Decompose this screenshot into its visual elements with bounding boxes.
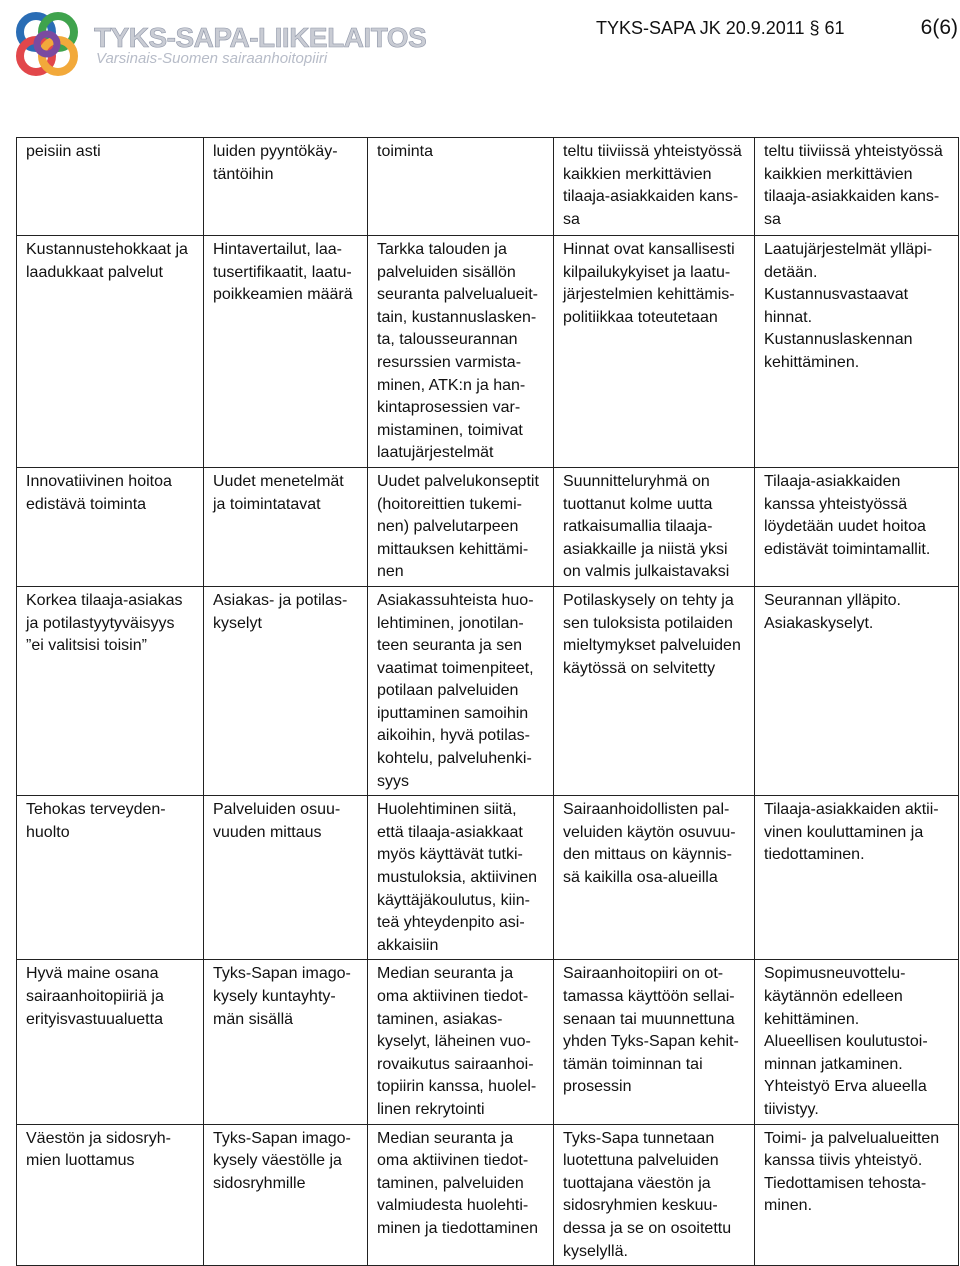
table-cell: Tilaaja-asiakkaiden kanssa yhteistyössä löydetään uudet hoitoa edistävät toimintamallit. xyxy=(755,467,959,586)
table-cell: Asiakassuhteista huo- lehtiminen, jonotilan- teen seuranta ja sen vaatimat toimenpiteet, potilaan palveluiden iputtaminen samoihin aikoihin, hyvä potilas- kohtelu, palveluhenki- syys xyxy=(368,586,554,795)
table-cell: Suunnitteluryhmä on tuottanut kolme uutta ratkaisumallia tilaaja- asiakkaille ja niistä yksi on valmis julkaistavaksi xyxy=(554,467,755,586)
table-cell: Tyks-Sapan imago- kysely väestölle ja sidosryhmille xyxy=(204,1124,368,1266)
table-cell: Seurannan ylläpito. Asiakaskyselyt. xyxy=(755,586,959,795)
table-cell: Tehokas terveyden- huolto xyxy=(17,796,204,960)
table-cell: Tilaaja-asiakkaiden aktii- vinen kouluttaminen ja tiedottaminen. xyxy=(755,796,959,960)
table-cell: Median seuranta ja oma aktiivinen tiedot- taminen, palveluiden valmiudesta huolehti- minen ja tiedottaminen xyxy=(368,1124,554,1266)
table-row xyxy=(17,138,959,236)
table-cell: luiden pyyntökäy- täntöihin xyxy=(204,138,368,236)
table-row xyxy=(17,236,959,468)
table-cell: Huolehtiminen siitä, että tilaaja-asiakkaat myös käyttävät tutki- mustuloksia, aktiivinen käyttäjäkoulutus, kiin- teä yhteydenpito asi- akkaisiin xyxy=(368,796,554,960)
table-cell: Korkea tilaaja-asiakas ja potilastyytyväisyys ”ei valitsisi toisin” xyxy=(17,586,204,795)
table-cell: Tyks-Sapan imago- kysely kuntayhty- män sisällä xyxy=(204,960,368,1124)
table-cell: Väestön ja sidosryh- mien luottamus xyxy=(17,1124,204,1266)
table-row xyxy=(17,960,959,1124)
goals-table xyxy=(16,137,959,1266)
table-cell: Sopimusneuvottelu- käytännön edelleen kehittäminen. Alueellisen koulutustoi- minnan jatkaminen. Yhteistyö Erva alueella tiivistyy. xyxy=(755,960,959,1124)
organization-logo-icon xyxy=(6,4,86,84)
table-cell: Hinnat ovat kansallisesti kilpailukykyiset ja laatu- järjestelmien kehittämis- politiikkaa toteutetaan xyxy=(554,236,755,468)
page-number: 6(6) xyxy=(920,16,958,39)
table-cell: Median seuranta ja oma aktiivinen tiedot- taminen, asiakas- kyselyt, läheinen vuo- rovaikutus sairaanhoi- topiirin kanssa, huolel- linen rekrytointi xyxy=(368,960,554,1124)
table-cell: Laatujärjestelmät ylläpi- detään. Kustannusvastaavat hinnat. Kustannuslaskennan kehittäminen. xyxy=(755,236,959,468)
table-cell: Innovatiivinen hoitoa edistävä toiminta xyxy=(17,467,204,586)
table-cell: Kustannustehokkaat ja laadukkaat palvelut xyxy=(17,236,204,468)
table-cell: Uudet menetelmät ja toimintatavat xyxy=(204,467,368,586)
table-cell: Hintavertailut, laa- tusertifikaatit, laatu- poikkeamien määrä xyxy=(204,236,368,468)
table-cell: Palveluiden osuu- vuuden mittaus xyxy=(204,796,368,960)
table-row xyxy=(17,796,959,960)
table-cell: Asiakas- ja potilas- kyselyt xyxy=(204,586,368,795)
table-cell: Tyks-Sapa tunnetaan luotettuna palveluiden tuottajana väestön ja sidosryhmien keskuu- dessa ja se on osoitettu kyselyllä. xyxy=(554,1124,755,1266)
table-cell: toiminta xyxy=(368,138,554,236)
document-reference: TYKS-SAPA JK 20.9.2011 § 61 xyxy=(596,18,845,38)
table-row xyxy=(17,586,959,795)
organization-name: TYKS-SAPA-LIIKELAITOS xyxy=(94,22,427,53)
table-row xyxy=(17,467,959,586)
table-cell: Uudet palvelukonseptit (hoitoreittien tukemi- nen) palvelutarpeen mittauksen kehittämi- nen xyxy=(368,467,554,586)
table-cell: Potilaskysely on tehty ja sen tuloksista potilaiden mieltymykset palveluiden käytössä on selvitetty xyxy=(554,586,755,795)
table-cell: peisiin asti xyxy=(17,138,204,236)
organization-subtitle: Varsinais-Suomen sairaanhoitopiiri xyxy=(96,50,328,67)
table-cell: teltu tiiviissä yhteistyössä kaikkien merkittävien tilaaja-asiakkaiden kans- sa xyxy=(554,138,755,236)
table-cell: Toimi- ja palvelualueitten kanssa tiivis yhteistyö. Tiedottamisen tehosta- minen. xyxy=(755,1124,959,1266)
table-cell: teltu tiiviissä yhteistyössä kaikkien merkittävien tilaaja-asiakkaiden kans- sa xyxy=(755,138,959,236)
page-header xyxy=(0,0,960,95)
table-cell: Sairaanhoitopiiri on ot- tamassa käyttöön sellai- senaan tai muunnettuna yhden Tyks-Sapan kehit- tämän toiminnan tai prosessin xyxy=(554,960,755,1124)
table-cell: Tarkka talouden ja palveluiden sisällön seuranta palvelualueit- tain, kustannuslasken- ta, talousseurannan resurssien varmista- minen, ATK:n ja han- kintaprosessien var- mistaminen, toimivat laatujärjestelmät xyxy=(368,236,554,468)
table-cell: Hyvä maine osana sairaanhoitopiiriä ja erityisvastuualuetta xyxy=(17,960,204,1124)
table-row xyxy=(17,1124,959,1266)
table-cell: Sairaanhoidollisten pal- veluiden käytön osuvuu- den mittaus on käynnis- sä kaikilla osa-alueilla xyxy=(554,796,755,960)
